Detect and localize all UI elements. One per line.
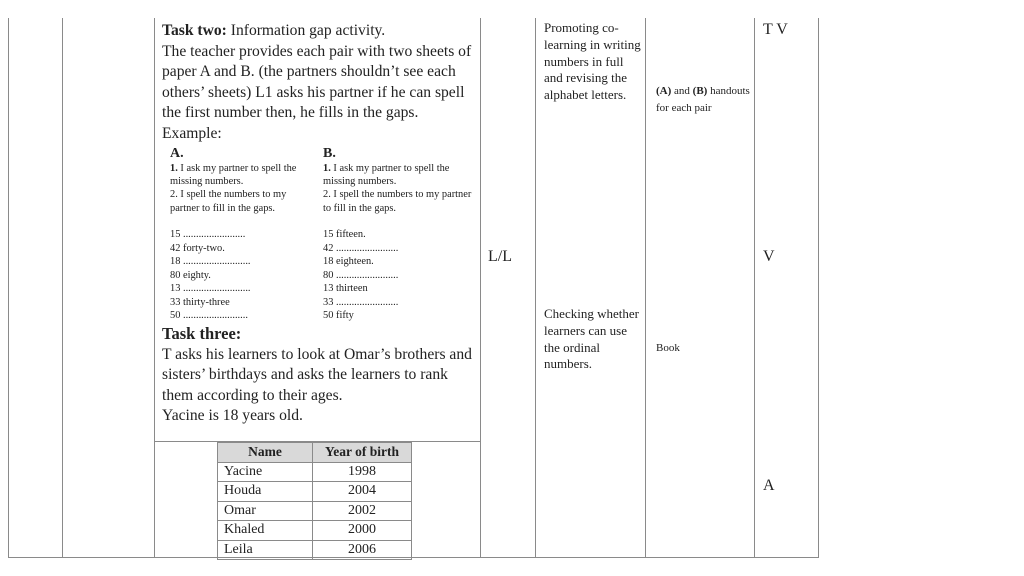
sheet-b-item: 18 eighteen. [323, 256, 374, 267]
task-two-intro: Information gap activity. [226, 22, 386, 39]
interaction-pattern: L/L [488, 248, 512, 265]
material-second: Book [656, 342, 680, 354]
task-two-title: Task two: [162, 22, 227, 39]
material-b-label: (B) [692, 85, 708, 97]
year-cell: 2002 [313, 501, 412, 521]
vak-label: T V [763, 21, 788, 38]
task-two-body: The teacher provides each pair with two sheets of paper A and B. (the partners shouldn’t see each others’ sheets) L1 asks his partner if he can spell the first number then, he fills in the gaps. Example: [162, 42, 472, 142]
column-line [754, 18, 755, 558]
name-cell: Houda [218, 482, 313, 502]
sheet-b-line-1-text: I ask my partner to spell the missing numbers. [323, 163, 450, 188]
material-first [656, 83, 752, 117]
column-line [154, 18, 155, 558]
name-cell: Yacine [218, 462, 313, 482]
year-cell: 2004 [313, 482, 412, 502]
sheet-b-line-2: 2. I spell the numbers to my partner to fill in the gaps. [323, 189, 472, 214]
sheet-b-item: 80 ........................ [323, 269, 399, 281]
name-cell: Omar [218, 501, 313, 521]
sheet-a-line-1 [170, 162, 315, 188]
table-row [218, 540, 412, 560]
task-three-section [162, 324, 478, 427]
sheet-a-heading: A. [170, 146, 184, 161]
vak-label: V [763, 248, 775, 265]
task-three-note: Yacine is 18 years old. [162, 407, 303, 424]
sheet-a-numbers [170, 228, 315, 323]
year-cell: 2006 [313, 540, 412, 560]
column-line [62, 18, 63, 558]
sheet-b-numbers [323, 228, 473, 323]
sheet-a-line-1-text: I ask my partner to spell the missing numbers. [170, 163, 297, 188]
sheet-b-item: 42 ........................ [323, 242, 399, 254]
table-header-row [218, 443, 412, 463]
sheet-a-item: 18 .......................... [170, 256, 251, 267]
sheet-a-item: 42 forty-two. [170, 242, 225, 254]
sheet-a-item: 15 ........................ [170, 229, 246, 240]
task-three-body: T asks his learners to look at Omar’s brothers and sisters’ birthdays and asks the learners to rank them according to their ages. [162, 345, 472, 404]
sheet-b-item: 33 ........................ [323, 296, 399, 308]
table-row [218, 521, 412, 541]
material-rest: handouts for each pair [656, 85, 750, 114]
sheet-b-line-1-number: 1. [323, 163, 331, 174]
birth-year-table [217, 442, 412, 560]
sheet-a-line-2: 2. I spell the numbers to my partner to fill in the gaps. [170, 189, 287, 214]
sheet-b-line-1 [323, 162, 473, 188]
vak-label: A [763, 477, 775, 494]
sheet-b-item: 50 fifty [323, 310, 354, 321]
column-line [818, 18, 819, 558]
column-header-name: Name [218, 443, 313, 463]
column-line [645, 18, 646, 558]
row-line [8, 557, 818, 558]
name-cell: Leila [218, 540, 313, 560]
task-two-section [162, 21, 478, 144]
sheet-a-item: 50 ......................... [170, 310, 248, 321]
column-line [535, 18, 536, 558]
sheet-b-item: 13 thirteen [323, 283, 368, 294]
year-cell: 2000 [313, 521, 412, 541]
material-and: and [671, 85, 693, 97]
year-cell: 1998 [313, 462, 412, 482]
column-line [480, 18, 481, 558]
sheet-a [170, 146, 315, 215]
sheet-b-heading: B. [323, 146, 336, 161]
sheet-b [323, 146, 473, 215]
aim-second: Checking whether learners can use the ordinal numbers. [544, 306, 639, 372]
sheet-b-item: 15 fifteen. [323, 229, 366, 240]
table-row [218, 462, 412, 482]
sheet-a-item: 33 thirty-three [170, 296, 230, 308]
name-cell: Khaled [218, 521, 313, 541]
column-header-year: Year of birth [313, 443, 412, 463]
column-line [8, 18, 9, 558]
aim-first: Promoting co-learning in writing numbers in full and revising the alphabet letters. [544, 20, 641, 103]
sheet-a-item: 13 .......................... [170, 283, 251, 294]
material-a-label: (A) [656, 85, 672, 97]
sheet-a-item: 80 eighty. [170, 269, 211, 281]
table-row [218, 501, 412, 521]
table-row [218, 482, 412, 502]
task-two-text [162, 21, 478, 42]
sheet-a-line-1-number: 1. [170, 163, 178, 174]
task-three-title: Task three: [162, 324, 242, 343]
